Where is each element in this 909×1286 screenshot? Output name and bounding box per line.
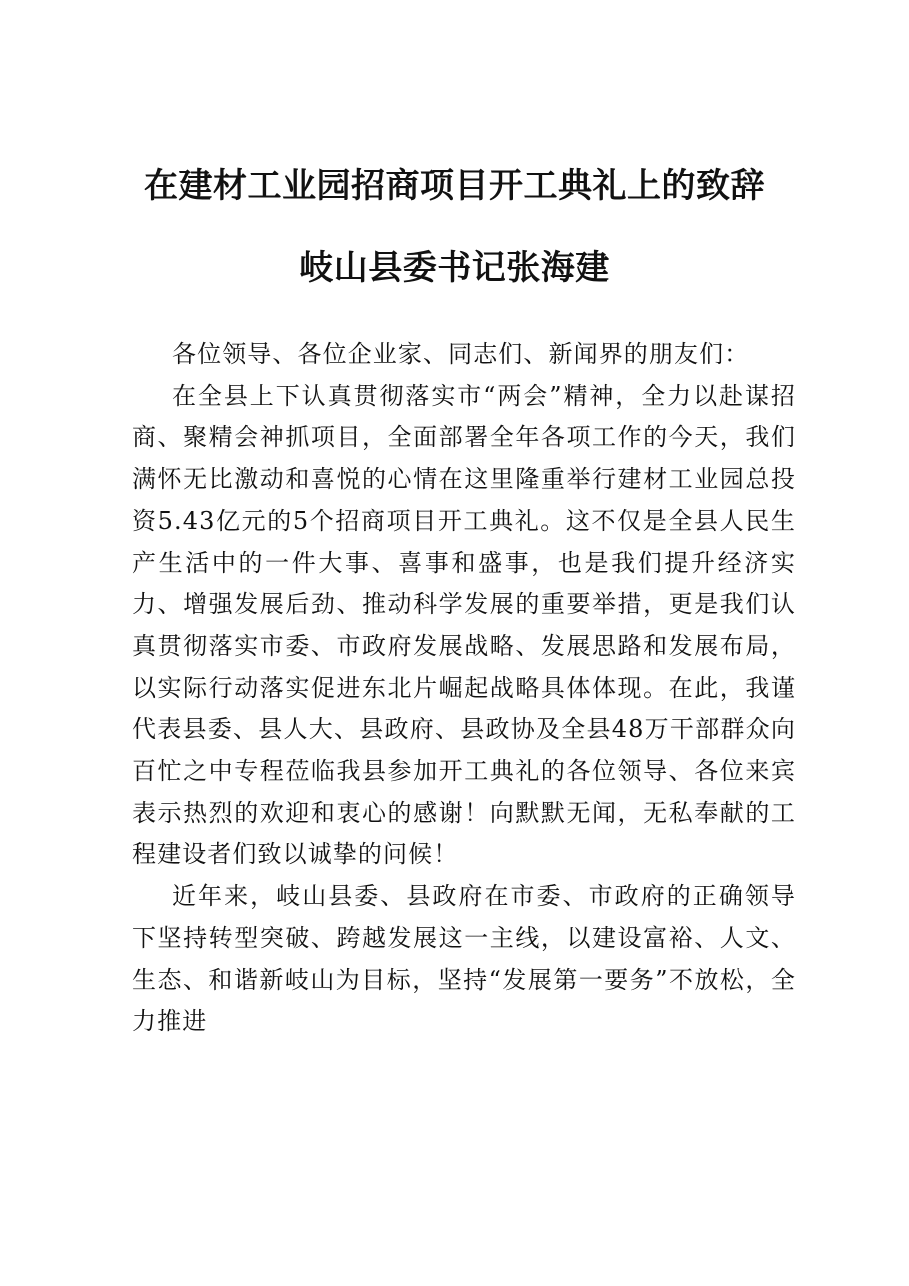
body-paragraph-2: 近年来，岐山县委、县政府在市委、市政府的正确领导下坚持转型突破、跨越发展这一主线，以建设富裕、人文、生态、和谐新岐山为目标，坚持“发展第一要务”不放松，全力推进: [132, 882, 796, 1036]
body-paragraph-1: 在全县上下认真贯彻落实市“两会”精神，全力以赴谋招商、聚精会神抓项目，全面部署全年各项工作的今天，我们满怀无比激动和喜悦的心情在这里隆重举行建材工业园总投资5.43亿元的5个招商项目开工典礼。这不仅是全县人民生产生活中的一件大事、喜事和盛事，也是我们提升经济实力、增强发展后劲、推动科学发展的重要举措，更是我们认真贯彻落实市委、市政府发展战略、发展思路和发展布局，以实际行动落实促进东北片崛起战略具体体现。在此，我谨代表县委、县人大、县政府、县政协及全县48万干部群众向百忙之中专程莅临我县参加开工典礼的各位领导、各位来宾表示热烈的欢迎和衷心的感谢！向默默无闻，无私奉献的工程建设者们致以诚挚的问候！: [132, 381, 796, 869]
speaker-line: 岐山县委书记张海建: [299, 248, 610, 288]
document-title: 在建材工业园招商项目开工典礼上的致辞: [144, 166, 765, 206]
greeting-paragraph: 各位领导、各位企业家、同志们、新闻界的朋友们：: [172, 340, 750, 368]
speech-body: [132, 334, 796, 1043]
